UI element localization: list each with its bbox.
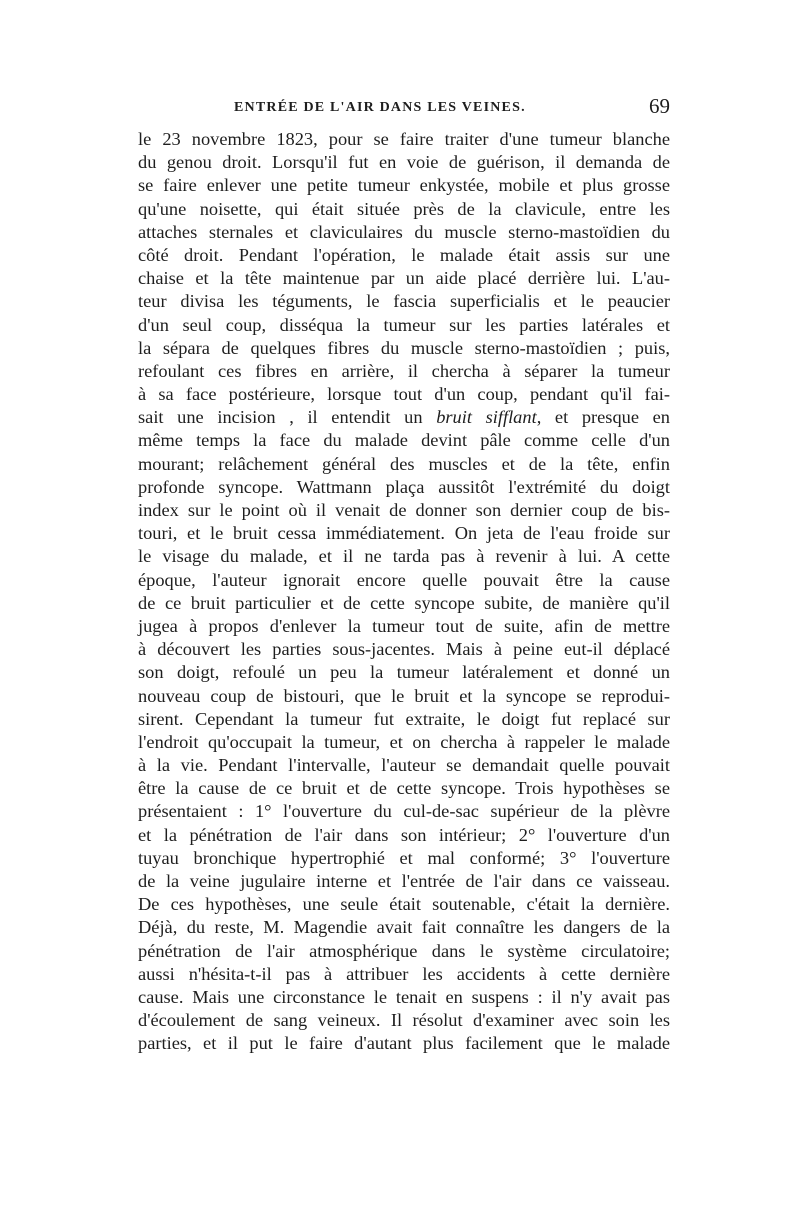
text-line: être la cause de ce bruit et de cette syncope. Trois hypothèses se	[138, 778, 670, 799]
text-line: à sa face postérieure, lorsque tout d'un coup, pendant qu'il fai-	[138, 384, 670, 405]
text-line: chaise et la tête maintenue par un aide placé derrière lui. L'au-	[138, 268, 670, 289]
text-line: attaches sternales et claviculaires du muscle sterno-mastoïdien du	[138, 221, 670, 242]
running-title: ENTRÉE DE L'AIR DANS LES VEINES.	[234, 100, 526, 115]
text-line: son doigt, refoulé un peu la tumeur latéralement et donné un	[138, 662, 670, 683]
text-line: d'un seul coup, disséqua la tumeur sur les parties latérales et	[138, 314, 670, 335]
text-line: le visage du malade, et il ne tarda pas à revenir à lui. A cette	[138, 546, 670, 567]
text-line: sirent. Cependant la tumeur fut extraite, le doigt fut replacé sur	[138, 708, 670, 729]
text-line: la sépara de quelques fibres du muscle sterno-mastoïdien ; puis,	[138, 337, 670, 358]
text-line: de ce bruit particulier et de cette syncope subite, de manière qu'il	[138, 592, 670, 613]
text-line: Déjà, du reste, M. Magendie avait fait connaître les dangers de la	[138, 917, 670, 938]
text-line: nouveau coup de bistouri, que le bruit et la syncope se reprodui-	[138, 685, 670, 706]
body-text	[138, 128, 670, 1056]
text-line: profonde syncope. Wattmann plaça aussitôt l'extrémité du doigt	[138, 476, 670, 497]
text-line: du genou droit. Lorsqu'il fut en voie de guérison, il demanda de	[138, 152, 670, 173]
text-line: le 23 novembre 1823, pour se faire traiter d'une tumeur blanche	[138, 129, 670, 149]
text-line: et la pénétration de l'air dans son intérieur; 2° l'ouverture d'un	[138, 824, 670, 845]
text-line: se faire enlever une petite tumeur enkystée, mobile et plus grosse	[138, 175, 670, 196]
text-line: touri, et le bruit cessa immédiatement. On jeta de l'eau froide sur	[138, 523, 670, 544]
italic-phrase: bruit sifflant	[436, 407, 537, 428]
text-line: index sur le point où il venait de donner son dernier coup de bis-	[138, 500, 670, 520]
text-line: refoulant ces fibres en arrière, il chercha à séparer la tumeur	[138, 360, 670, 381]
text-line: même temps la face du malade devint pâle comme celle d'un	[138, 430, 670, 451]
text-line: à découvert les parties sous-jacentes. Mais à peine eut-il déplacé	[138, 639, 670, 660]
text-line: De ces hypothèses, une seule était soutenable, c'était la dernière.	[138, 894, 670, 915]
running-head	[138, 96, 670, 124]
text-line: côté droit. Pendant l'opération, le malade était assis sur une	[138, 244, 670, 265]
text-line: pénétration de l'air atmosphérique dans le système circulatoire;	[138, 940, 670, 961]
text-line: qu'une noisette, qui était située près de la clavicule, entre les	[138, 198, 670, 219]
text-line: l'endroit qu'occupait la tumeur, et on chercha à rappeler le malade	[138, 731, 670, 752]
text-line: parties, et il put le faire d'autant plus facilement que le malade	[138, 1033, 670, 1054]
text-line: jugea à propos d'enlever la tumeur tout de suite, afin de mettre	[138, 615, 670, 636]
page-number: 69	[649, 94, 670, 118]
text-line: cause. Mais une circonstance le tenait en suspens : il n'y avait pas	[138, 986, 670, 1007]
text-line: aussi n'hésita-t-il pas à attribuer les accidents à cette dernière	[138, 963, 670, 984]
text-line: de la veine jugulaire interne et l'entrée de l'air dans ce vaisseau.	[138, 871, 670, 891]
text-line: tuyau bronchique hypertrophié et mal conformé; 3° l'ouverture	[138, 847, 670, 868]
text-line-with-italic	[138, 406, 670, 429]
text-line: d'écoulement de sang veineux. Il résolut d'examiner avec soin les	[138, 1010, 670, 1031]
text-segment: sait une incision , il entendit un	[138, 407, 437, 428]
book-page	[138, 96, 670, 1056]
text-line: présentaient : 1° l'ouverture du cul-de-sac supérieur de la plèvre	[138, 801, 670, 822]
text-line: époque, l'auteur ignorait encore quelle pouvait être la cause	[138, 569, 670, 590]
text-line: teur divisa les téguments, le fascia superficialis et le peaucier	[138, 291, 670, 312]
text-segment: , et presque en	[536, 407, 670, 428]
text-line: mourant; relâchement général des muscles et de la tête, enfin	[138, 453, 670, 474]
text-line: à la vie. Pendant l'intervalle, l'auteur se demandait quelle pouvait	[138, 755, 670, 776]
